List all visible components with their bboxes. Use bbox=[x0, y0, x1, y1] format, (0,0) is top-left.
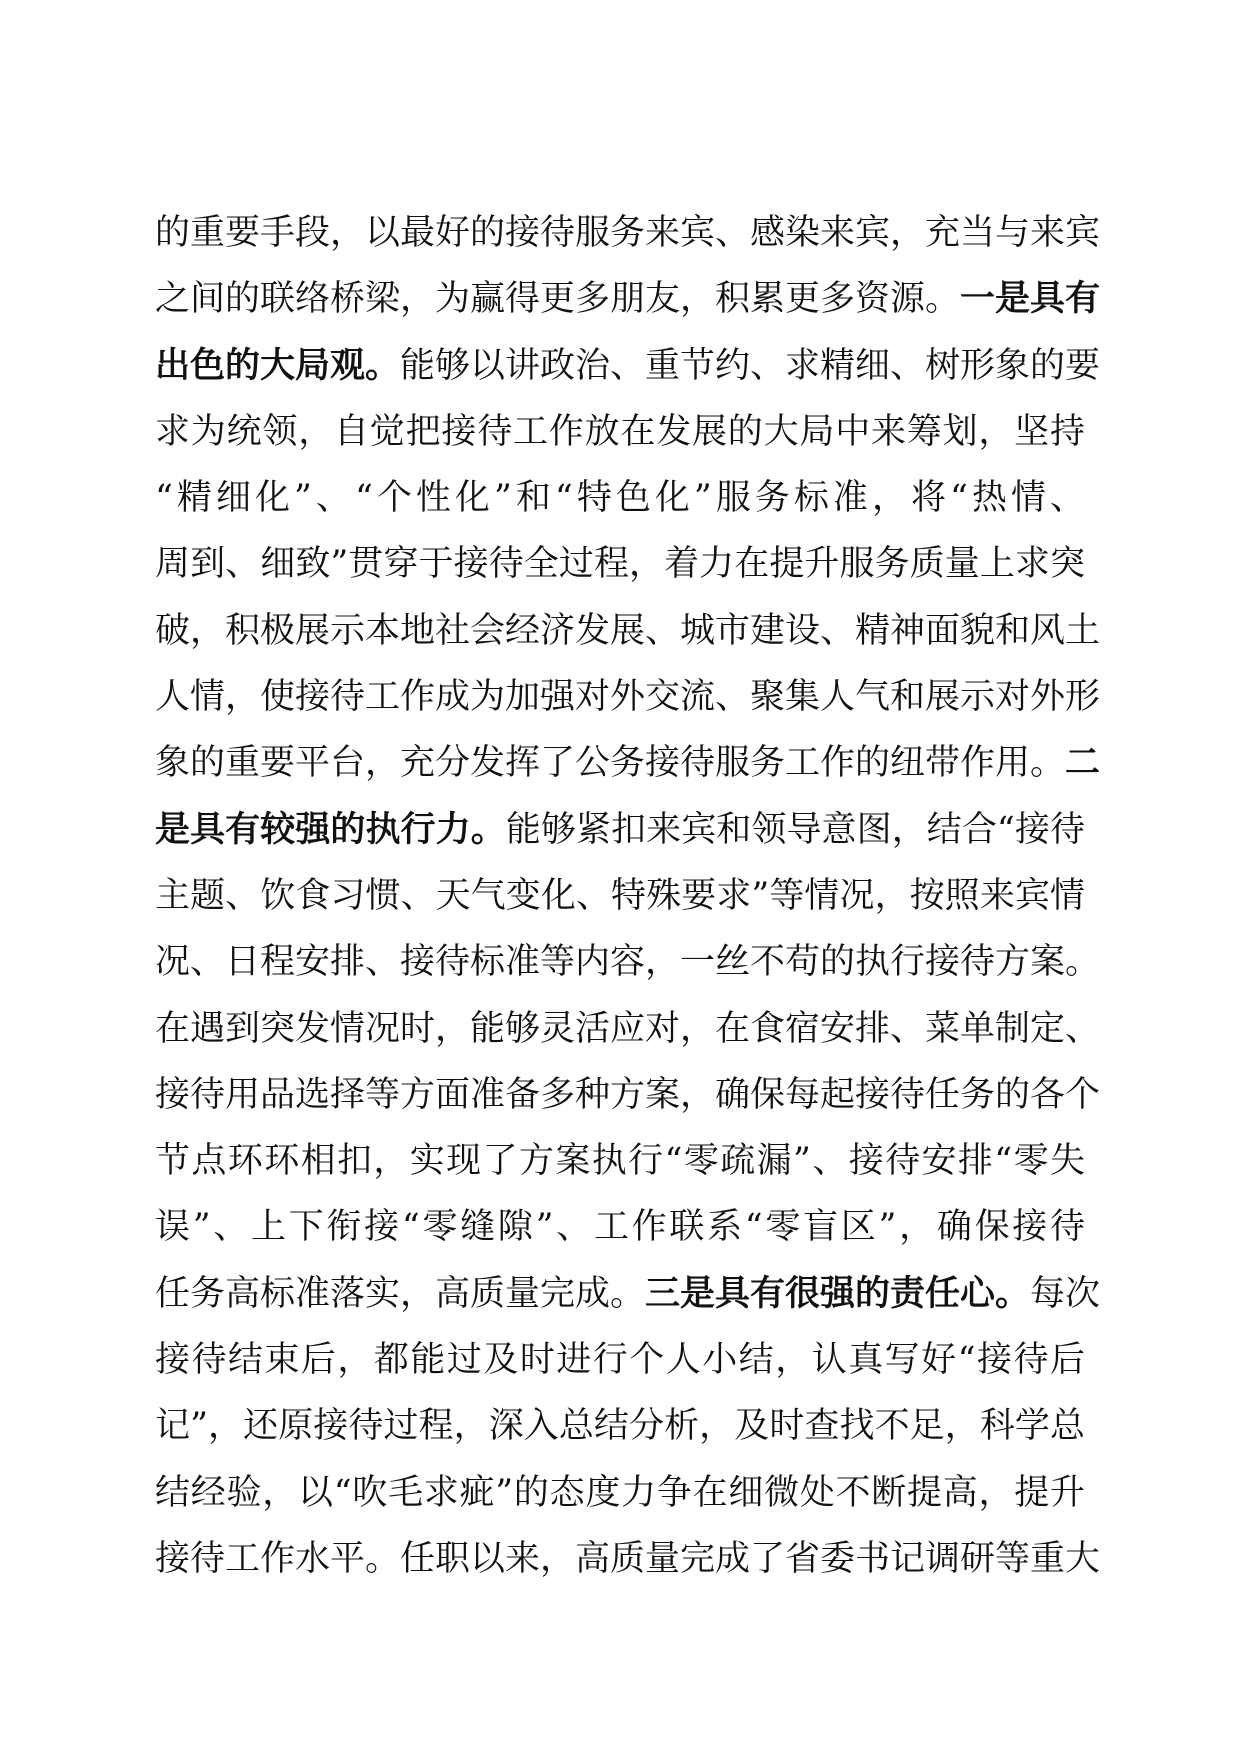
text-segment: 破，积极展示本地社会经济发展、城市建设、精神面貌和风土 bbox=[155, 610, 1101, 651]
text-line bbox=[155, 996, 1101, 1062]
text-line bbox=[155, 266, 1101, 332]
text-line bbox=[155, 531, 1085, 597]
text-segment: 周到、细致”贯穿于接待全过程，着力在提升服务质量上求突 bbox=[155, 544, 1085, 585]
text-line bbox=[155, 1393, 1085, 1459]
text-segment: 的重要手段，以最好的接待服务来宾、感染来宾，充当与来宾 bbox=[155, 213, 1101, 253]
text-line bbox=[155, 1261, 1101, 1327]
text-segment: 人情，使接待工作成为加强对外交流、聚集人气和展示对外形 bbox=[155, 677, 1101, 718]
text-segment: 记”，还原接待过程，深入总结分析，及时查找不足，科学总 bbox=[155, 1406, 1085, 1447]
text-segment: 在遇到突发情况时，能够灵活应对，在食宿安排、菜单制定、 bbox=[155, 1008, 1101, 1049]
text-line bbox=[155, 1460, 1085, 1526]
bold-heading-text: 二 bbox=[1065, 743, 1101, 784]
bold-heading-text: 三是具有很强的责任心。 bbox=[645, 1273, 1031, 1314]
text-line bbox=[155, 730, 1101, 796]
text-segment: 任务高标准落实，高质量完成。 bbox=[155, 1273, 646, 1314]
text-segment: 况、日程安排、接待标准等内容，一丝不苟的执行接待方案。 bbox=[155, 942, 1101, 983]
text-segment: 能够紧扣来宾和领导意图，结合“接待 bbox=[505, 809, 1085, 850]
text-line bbox=[155, 200, 1101, 266]
bold-heading-text: 是具有较强的执行力。 bbox=[155, 809, 506, 850]
text-segment: 结经验，以“吹毛求疵”的态度力争在细微处不断提高，提升 bbox=[155, 1472, 1085, 1513]
text-line bbox=[155, 1327, 1085, 1393]
text-segment: 接待结束后，都能过及时进行个人小结，认真写好“接待后 bbox=[155, 1340, 1085, 1381]
text-line bbox=[155, 399, 1085, 465]
bold-heading-text: 一是具有 bbox=[960, 279, 1101, 320]
text-line bbox=[155, 664, 1101, 730]
text-segment: 误”、上下衔接“零缝隙”、工作联系“零盲区”，确保接待 bbox=[155, 1207, 1085, 1248]
text-line bbox=[155, 797, 1085, 863]
text-line bbox=[155, 929, 1101, 995]
text-line bbox=[155, 1526, 1101, 1592]
text-line bbox=[155, 333, 1101, 399]
text-segment: 节点环环相扣，实现了方案执行“零疏漏”、接待安排“零失 bbox=[155, 1141, 1085, 1182]
text-line bbox=[155, 1128, 1085, 1194]
text-segment: 每次 bbox=[1030, 1273, 1101, 1314]
text-segment: 之间的联络桥梁，为赢得更多朋友，积累更多资源。 bbox=[155, 279, 961, 320]
text-segment: 接待用品选择等方面准备多种方案，确保每起接待任务的各个 bbox=[155, 1074, 1101, 1115]
text-line bbox=[155, 465, 1085, 531]
body-paragraph bbox=[155, 200, 1101, 1592]
text-segment: 接待工作水平。任职以来，高质量完成了省委书记调研等重大 bbox=[155, 1538, 1101, 1579]
bold-heading-text: 出色的大局观。 bbox=[155, 345, 401, 386]
text-line bbox=[155, 1062, 1101, 1128]
text-segment: 象的重要平台，充分发挥了公务接待服务工作的纽带作用。 bbox=[155, 743, 1066, 784]
text-line bbox=[155, 598, 1101, 664]
text-segment: 求为统领，自觉把接待工作放在发展的大局中来筹划，坚持 bbox=[155, 411, 1085, 452]
text-segment: “精细化”、“个性化”和“特色化”服务标准，将“热情、 bbox=[155, 478, 1085, 519]
text-line bbox=[155, 1194, 1085, 1260]
text-segment: 主题、饮食习惯、天气变化、特殊要求”等情况，按照来宾情 bbox=[155, 875, 1085, 916]
text-line bbox=[155, 863, 1085, 929]
text-segment: 能够以讲政治、重节约、求精细、树形象的要 bbox=[400, 345, 1101, 386]
